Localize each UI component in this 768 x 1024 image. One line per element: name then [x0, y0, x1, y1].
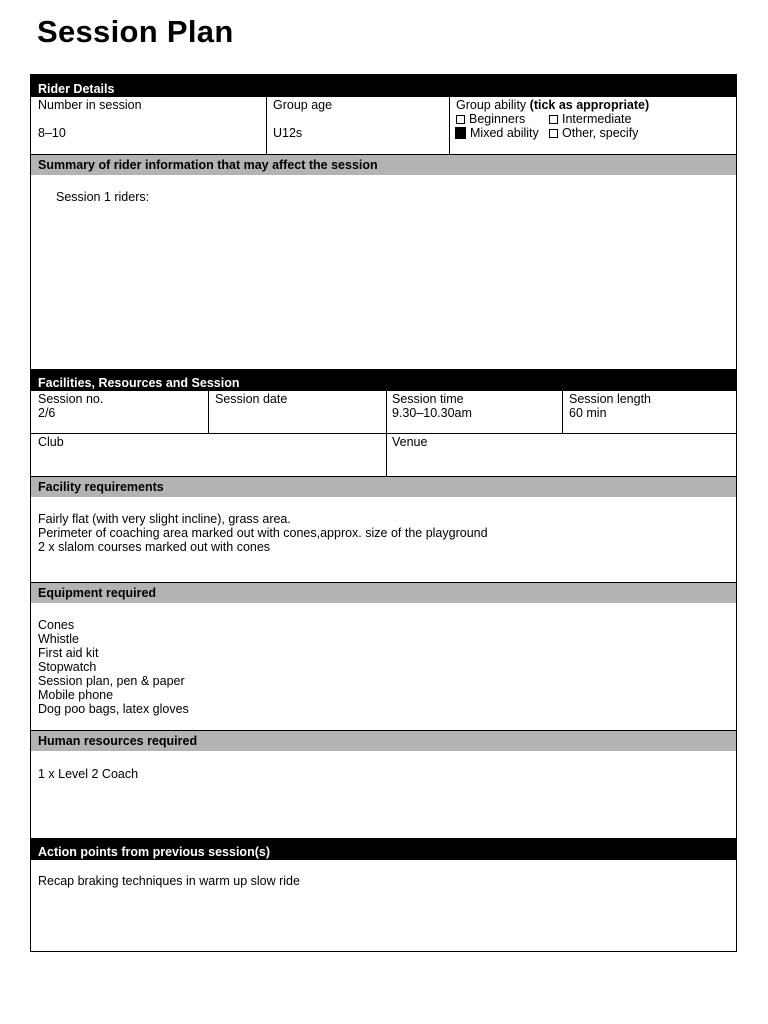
- divider: [562, 391, 563, 433]
- equipment-item: Dog poo bags, latex gloves: [38, 702, 189, 716]
- option-beginners-label: Beginners: [469, 112, 526, 126]
- action-points-text[interactable]: Recap braking techniques in warm up slow ride: [38, 874, 300, 888]
- equipment-header: Equipment required: [31, 582, 736, 603]
- rider-details-header: Rider Details: [31, 75, 736, 97]
- group-age-value[interactable]: U12s: [273, 126, 303, 140]
- equipment-item: Session plan, pen & paper: [38, 674, 185, 688]
- divider: [449, 97, 450, 154]
- session-no-value[interactable]: 2/6: [38, 406, 56, 420]
- divider: [208, 391, 209, 433]
- number-in-session-value[interactable]: 8–10: [38, 126, 66, 140]
- group-ability-label: [456, 98, 649, 112]
- option-other[interactable]: [549, 126, 638, 140]
- session-time-label: Session time: [392, 392, 464, 406]
- equipment-item: Cones: [38, 618, 75, 632]
- group-age-label: Group age: [273, 98, 333, 112]
- facility-requirements-header: Facility requirements: [31, 476, 736, 497]
- facility-requirement-line: Perimeter of coaching area marked out with cones,approx. size of the playground: [38, 526, 488, 540]
- facilities-header: Facilities, Resources and Session: [31, 369, 736, 391]
- option-beginners[interactable]: [456, 112, 525, 126]
- session-length-value[interactable]: 60 min: [569, 406, 607, 420]
- action-points-header: Action points from previous session(s): [31, 838, 736, 860]
- summary-text[interactable]: Session 1 riders:: [56, 190, 150, 204]
- group-ability-label-text: Group ability: [456, 98, 527, 112]
- divider: [31, 433, 736, 434]
- option-intermediate[interactable]: [549, 112, 631, 126]
- facility-requirements-text[interactable]: [38, 512, 488, 554]
- equipment-item: Stopwatch: [38, 660, 97, 674]
- venue-label: Venue: [392, 435, 428, 449]
- session-date-label: Session date: [215, 392, 288, 406]
- checkbox-other[interactable]: [549, 129, 558, 138]
- equipment-list[interactable]: [38, 618, 189, 716]
- option-other-label: Other, specify: [562, 126, 639, 140]
- equipment-item: First aid kit: [38, 646, 99, 660]
- divider: [266, 97, 267, 154]
- option-intermediate-label: Intermediate: [562, 112, 632, 126]
- session-plan-form: [30, 74, 737, 952]
- number-in-session-label: Number in session: [38, 98, 142, 112]
- option-mixed-ability[interactable]: [455, 126, 539, 140]
- option-mixed-ability-label: Mixed ability: [470, 126, 539, 140]
- facility-requirement-line: 2 x slalom courses marked out with cones: [38, 540, 271, 554]
- session-no-label: Session no.: [38, 392, 104, 406]
- equipment-item: Whistle: [38, 632, 79, 646]
- page-title: Session Plan: [37, 14, 234, 49]
- human-resources-text[interactable]: 1 x Level 2 Coach: [38, 767, 139, 781]
- session-time-value[interactable]: 9.30–10.30am: [392, 406, 472, 420]
- equipment-item: Mobile phone: [38, 688, 114, 702]
- group-ability-hint: (tick as appropriate): [529, 98, 650, 112]
- checkbox-intermediate[interactable]: [549, 115, 558, 124]
- facility-requirement-line: Fairly flat (with very slight incline), grass area.: [38, 512, 291, 526]
- human-resources-header: Human resources required: [31, 730, 736, 751]
- checkbox-beginners[interactable]: [456, 115, 465, 124]
- club-label: Club: [38, 435, 64, 449]
- summary-header: Summary of rider information that may affect the session: [31, 154, 736, 175]
- checkbox-mixed-ability-checked[interactable]: [455, 127, 466, 139]
- session-length-label: Session length: [569, 392, 652, 406]
